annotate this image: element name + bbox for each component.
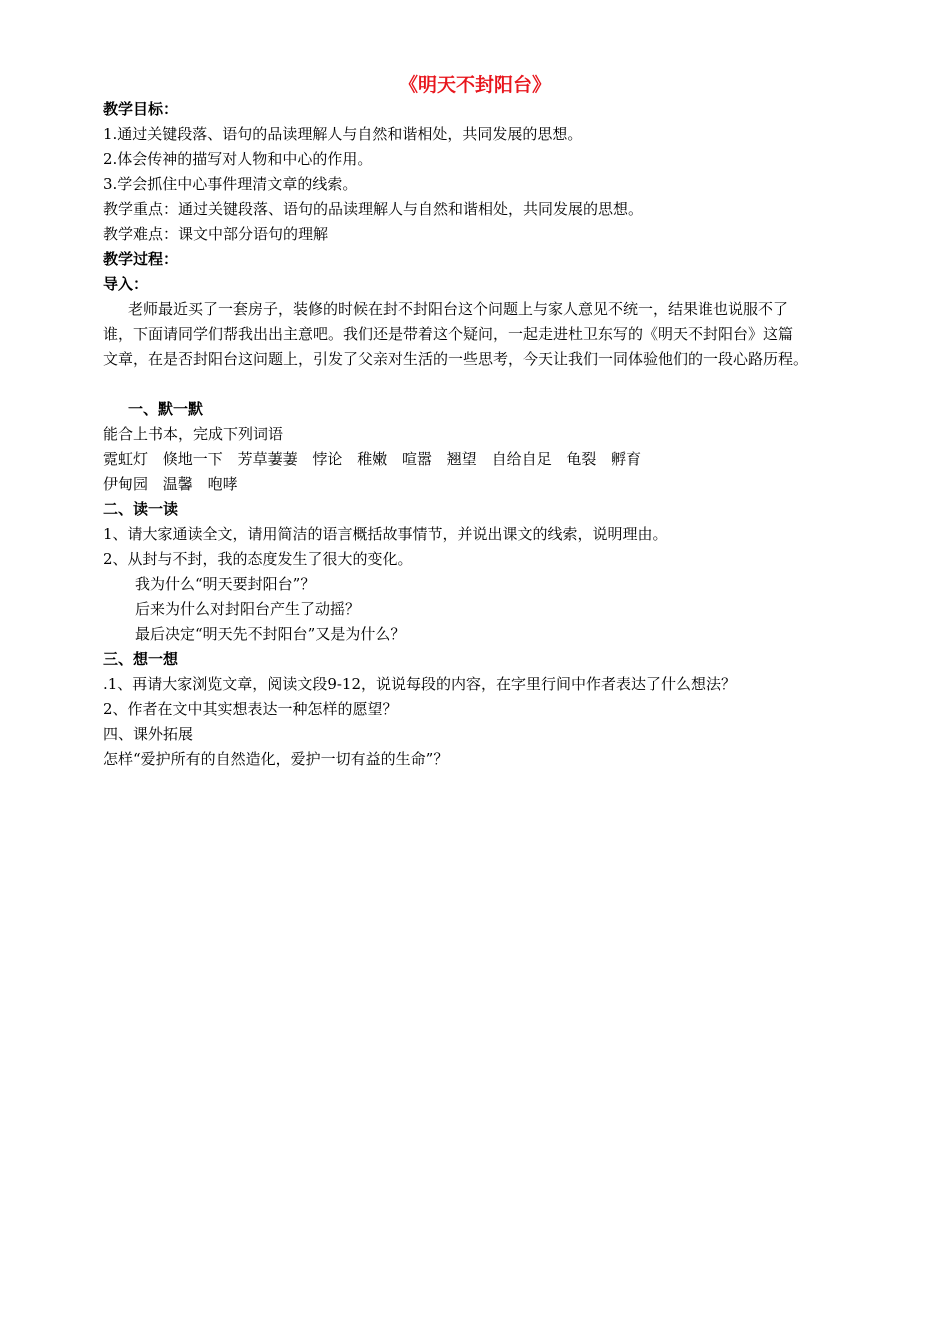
- key-point: 教学重点：通过关键段落、语句的品读理解人与自然和谐相处，共同发展的思想。: [103, 200, 644, 218]
- vocab-word: 霓虹灯: [103, 450, 149, 468]
- section3-question-1: .1、再请大家浏览文章，阅读文段9-12，说说每段的内容，在字里行间中作者表达了什么想法？: [103, 675, 737, 693]
- section2-heading: 二、读一读: [103, 500, 179, 518]
- difficulty: 教学难点：课文中部分语句的理解: [103, 225, 329, 243]
- vocab-word: 芳草萋萋: [237, 450, 298, 468]
- process-heading: 教学过程：: [103, 250, 179, 268]
- vocab-word: 伊甸园: [103, 475, 149, 493]
- vocab-row-1: [103, 448, 651, 470]
- vocab-word: 喧嚣: [401, 450, 432, 468]
- intro-paragraph-line: 老师最近买了一套房子，装修的时候在封不封阳台这个问题上与家人意见不统一，结果谁也说服不了: [128, 300, 789, 318]
- intro-paragraph-line: 谁，下面请同学们帮我出出主意吧。我们还是带着这个疑问，一起走进杜卫东写的《明天不封阳台》这篇: [103, 325, 794, 343]
- intro-paragraph-line: 文章，在是否封阳台这问题上，引发了父亲对生活的一些思考，今天让我们一同体验他们的一段心路历程。: [103, 350, 809, 368]
- section2-question-1: 1、请大家通读全文，请用简洁的语言概括故事情节，并说出课文的线索，说明理由。: [103, 525, 668, 543]
- vocab-word: 倏地一下: [162, 450, 223, 468]
- section2-subquestion: 我为什么“明天要封阳台”？: [135, 575, 316, 593]
- vocab-word: 温馨: [162, 475, 193, 493]
- section2-question-2: 2、从封与不封，我的态度发生了很大的变化。: [103, 550, 413, 568]
- objective-item: 2.体会传神的描写对人物和中心的作用。: [103, 150, 373, 168]
- vocab-word: 孵育: [611, 450, 642, 468]
- section3-question-2: 2、作者在文中其实想表达一种怎样的愿望？: [103, 700, 398, 718]
- vocab-row-2: [103, 473, 248, 495]
- document-title: 《明天不封阳台》: [398, 74, 551, 96]
- section4-heading: 四、课外拓展: [103, 725, 194, 743]
- vocab-word: 龟裂: [566, 450, 597, 468]
- section2-subquestion: 后来为什么对封阳台产生了动摇？: [135, 600, 361, 618]
- section1-instruction: 能合上书本，完成下列词语: [103, 425, 284, 443]
- section4-question: 怎样“爱护所有的自然造化，爱护一切有益的生命”？: [103, 750, 449, 768]
- section3-heading: 三、想一想: [103, 650, 179, 668]
- intro-heading: 导入：: [103, 275, 149, 293]
- objective-item: 1.通过关键段落、语句的品读理解人与自然和谐相处，共同发展的思想。: [103, 125, 583, 143]
- vocab-word: 咆哮: [207, 475, 238, 493]
- objective-item: 3.学会抓住中心事件理清文章的线索。: [103, 175, 358, 193]
- section1-heading: 一、默一默: [128, 400, 204, 418]
- section2-subquestion: 最后决定“明天先不封阳台”又是为什么？: [135, 625, 406, 643]
- objectives-heading: 教学目标：: [103, 100, 179, 118]
- vocab-word: 自给自足: [491, 450, 552, 468]
- vocab-word: 翘望: [446, 450, 477, 468]
- vocab-word: 稚嫩: [357, 450, 388, 468]
- vocab-word: 悖论: [312, 450, 343, 468]
